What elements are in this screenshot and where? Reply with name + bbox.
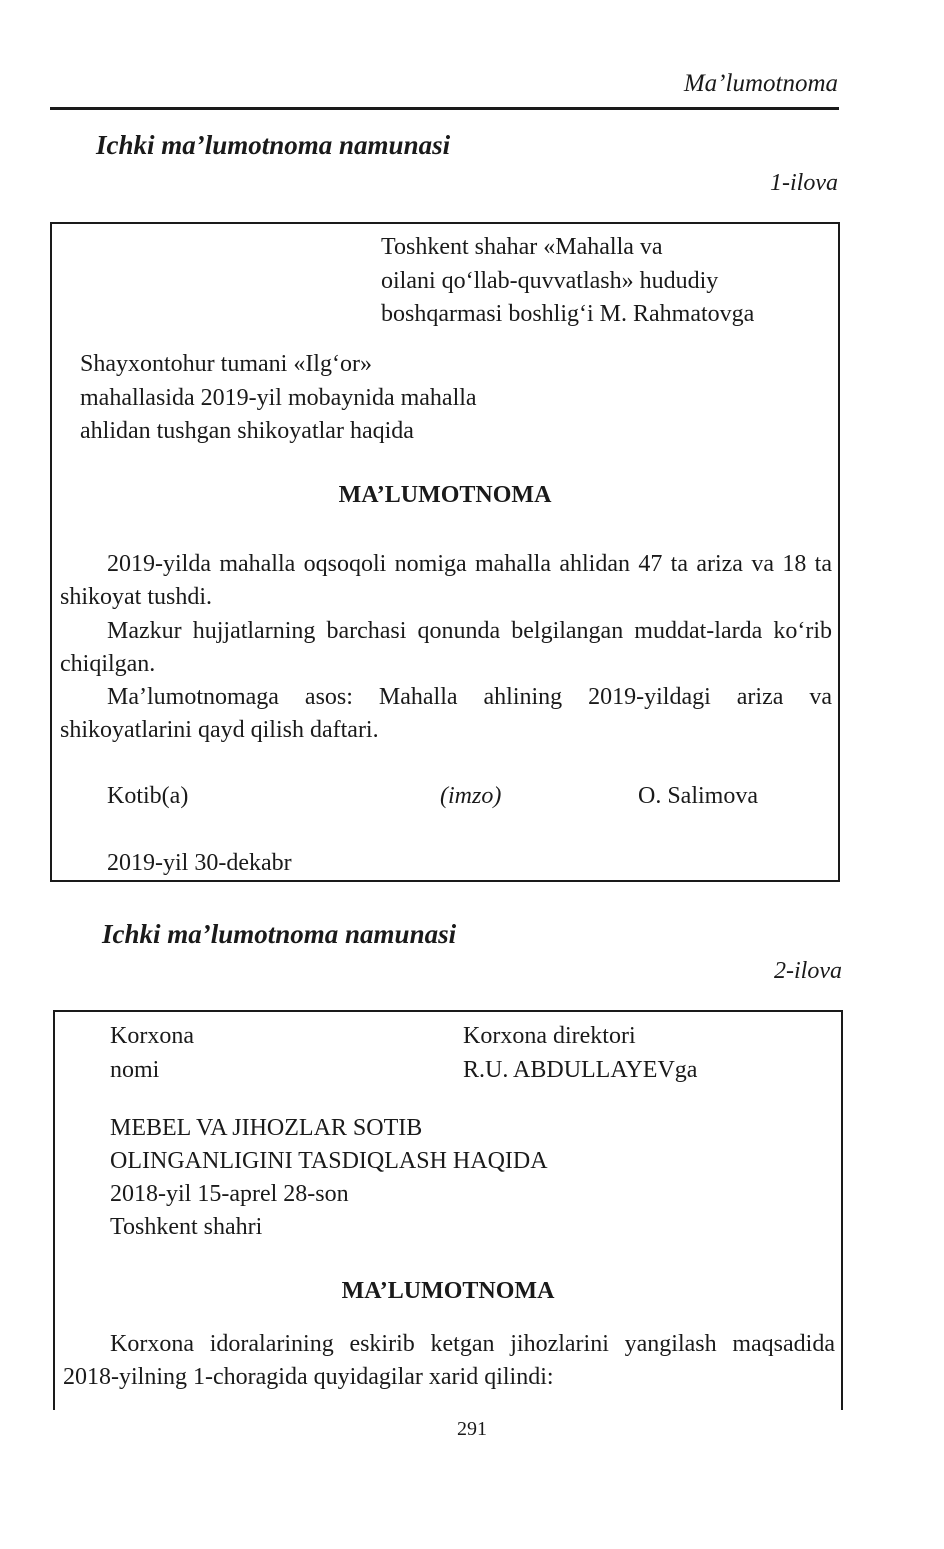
signature-placeholder: (imzo) (440, 783, 502, 809)
subject-line: 2018-yil 15-aprel 28-son (110, 1181, 349, 1207)
addressee-line: oilani qo‘llab-quvvatlash» hududiy (381, 268, 719, 294)
subject-line: MEBEL VA JIHOZLAR SOTIB (110, 1115, 423, 1141)
addressee-line: boshqarmasi boshlig‘i M. Rahmatovga (381, 301, 755, 327)
sample1-paragraph: 2019-yilda mahalla oqsoqoli nomiga mahalla ahlidan 47 ta ariza va 18 ta shikoyat tushdi. (60, 551, 832, 611)
sample1-annex: 1-ilova (770, 170, 838, 196)
header-rule (50, 107, 839, 110)
addressee-line: Korxona direktori (463, 1023, 636, 1049)
sample2-paragraph: Korxona idoralarining eskirib ketgan jihozlarini yangilash maqsadida 2018-yilning 1-choragida quyidagilar xarid qilindi: (63, 1331, 835, 1391)
subject-line: mahallasida 2019-yil mobaynida mahalla (80, 385, 477, 411)
sample2-annex: 2-ilova (774, 958, 842, 984)
addressee-line: R.U. ABDULLAYEVga (463, 1057, 698, 1083)
sample1-paragraph: Ma’lumotnomaga asos: Mahalla ahlining 2019-yildagi ariza va shikoyatlarini qayd qilish daftari. (60, 684, 832, 744)
sample2-title: Ichki ma’lumotnoma namunasi (102, 919, 457, 949)
sample1-heading: MA’LUMOTNOMA (338, 482, 552, 508)
signature-name: O. Salimova (638, 783, 758, 809)
sample1-paragraph: Mazkur hujjatlarning barchasi qonunda belgilangan muddat-larda ko‘rib chiqilgan. (60, 618, 832, 678)
subject-line: Toshkent shahri (110, 1214, 263, 1240)
running-head: Ma’lumotnoma (683, 70, 838, 97)
sample2-heading: MA’LUMOTNOMA (341, 1278, 555, 1304)
subject-line: Shayxontohur tumani «Ilg‘or» (80, 351, 372, 377)
addressee-line: Toshkent shahar «Mahalla va (381, 234, 663, 260)
subject-line: OLINGANLIGINI TASDIQLASH HAQIDA (110, 1148, 548, 1174)
sample1-title: Ichki ma’lumotnoma namunasi (96, 130, 451, 160)
page-number: 291 (457, 1418, 487, 1440)
sample1-date: 2019-yil 30-dekabr (107, 850, 292, 876)
signature-position: Kotib(a) (107, 783, 189, 809)
org-line: nomi (110, 1057, 160, 1083)
subject-line: ahlidan tushgan shikoyatlar haqida (80, 418, 414, 444)
org-line: Korxona (110, 1023, 194, 1049)
